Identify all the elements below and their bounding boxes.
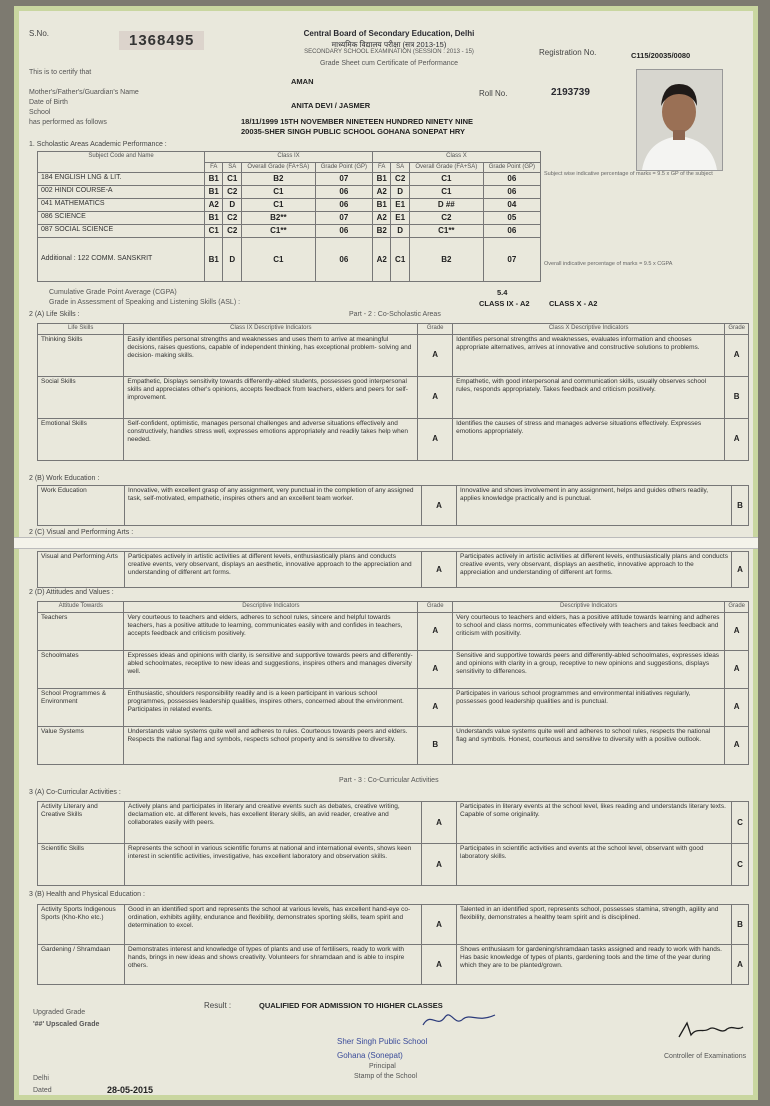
subject-cell (38, 238, 205, 282)
class9-grade: B1 (205, 238, 223, 282)
result-value: QUALIFIED FOR ADMISSION TO HIGHER CLASSES (259, 1001, 443, 1010)
controller-signature (675, 1019, 747, 1041)
roll-label: Roll No. (479, 89, 508, 98)
performed-label: has performed as follows (29, 119, 107, 126)
class9-grade: C1 (205, 225, 223, 238)
upgraded-grade-label: Upgraded Grade (33, 1009, 86, 1016)
indicator-row (38, 726, 749, 764)
col-area: Life Skills (38, 324, 124, 335)
school-name: 20035-SHER SINGH PUBLIC SCHOOL GOHANA SONEPAT HRY (241, 127, 466, 136)
indicator-row (38, 905, 749, 945)
class9-indicator: Demonstrates interest and knowledge of types of plants and use of fertilisers, ready to work with hands, brings in new ideas and shows creativity. Volunteers for shramdaan and is able to inspire others. (125, 945, 422, 985)
area-name: Thinking Skills (38, 334, 124, 376)
class9-grade: B2** (241, 212, 315, 225)
class10-grade: E1 (391, 199, 409, 212)
class9-indicator: Very courteous to teachers and elders, adheres to school rules, sincere and helpful towards teachers, has a positive attitude to learning, communicates easily with and confides in teachers, accepts feedback and criticism positively. (124, 612, 418, 650)
class9-grade: A (418, 650, 453, 688)
class10-indicator: Talented in an identified sport, represents school, possesses stamina, strength, agility and flexibility, demonstrates a healthy team spirit and is disciplined. (457, 905, 732, 945)
class9-grade: C1** (241, 225, 315, 238)
scholastic-note-2: Overall indicative percentage of marks = 9.5 x CGPA (544, 261, 673, 267)
class9-grade: 06 (315, 186, 372, 199)
exam-name: SECONDARY SCHOOL EXAMINATION (SESSION : 2013 - 15) (304, 49, 474, 55)
class10-grade: 06 (483, 225, 540, 238)
area-name: Emotional Skills (38, 418, 124, 460)
class10-grade: B1 (372, 199, 390, 212)
principal-signature (419, 1007, 499, 1031)
class9-grade: B1 (205, 186, 223, 199)
class10-grade: A (725, 334, 749, 376)
indicator-row (38, 650, 749, 688)
subject-row (38, 186, 541, 199)
health-table (37, 904, 749, 985)
class10-grade: A (725, 688, 749, 726)
sa-header: SA (223, 162, 241, 173)
class10-grade: C1 (409, 173, 483, 186)
subject-name: HINDI COURSE-A (54, 187, 113, 194)
class9-grade: C1 (241, 186, 315, 199)
class10-grade: 07 (483, 238, 540, 282)
attitudes-table (37, 601, 749, 765)
class10-indicator: Participates in scientific activities and events at the school level, observant with good laboratory skills. (457, 844, 732, 886)
class9-grade: D (223, 238, 241, 282)
class9-grade: 06 (315, 225, 372, 238)
additional-code: 122 (77, 255, 90, 263)
scholastic-note-1: Subject wise indicative percentage of marks = 9.5 x GP of the subject (544, 171, 713, 177)
student-photo-image (637, 70, 722, 170)
class10-indicator: Very courteous to teachers and elders, has a positive attitude towards learning and adheres to school and class norms, communicates effectively with teachers and takes feedback and criticism with positivity. (453, 612, 725, 650)
additional-name: COMM. SANSKRIT (91, 255, 153, 263)
work-education-table (37, 485, 749, 526)
overall-header: Overall Grade (FA+SA) (241, 162, 315, 173)
additional-subject-row (38, 238, 541, 282)
visual-arts-table (37, 551, 749, 588)
subject-row (38, 173, 541, 186)
class9-grade: A (418, 688, 453, 726)
class10-indicator: Sensitive and supportive towards peers and differently-abled schoolmates, expresses ideas and opinions with clarity in a group, receptive to new opinions and suggestions, displays sensitivity to differences. (453, 650, 725, 688)
class9-grade: C2 (223, 212, 241, 225)
life-skills-heading: 2 (A) Life Skills : (29, 311, 80, 318)
work-education-heading: 2 (B) Work Education : (29, 475, 100, 482)
class9-grade: D (223, 199, 241, 212)
cocurricular-table (37, 801, 749, 886)
col-grade: Grade (418, 324, 453, 335)
principal-sub-label: Stamp of the School (354, 1073, 418, 1080)
class9-grade: 07 (315, 173, 372, 186)
class10-grade: A2 (372, 186, 390, 199)
class10-grade: C1** (409, 225, 483, 238)
subject-cell (38, 225, 205, 238)
fa-header: FA (372, 162, 390, 173)
class10-grade: B (732, 905, 749, 945)
class9-grade: B2 (241, 173, 315, 186)
col-grade: Grade (418, 602, 453, 613)
school-label: School (29, 109, 51, 116)
class9-indicator: Self-confident, optimistic, manages personal challenges and adverse situations effectively and constructively, handles stress well, expresses emotions appropriately and readily takes help when needed. (124, 418, 418, 460)
work-x-grade: B (732, 486, 749, 526)
work-ix: Innovative, with excellent grasp of any assignment, very punctual in the completion of any assigned task, self-motivated, empathetic, inspires others and an excellent team worker. (125, 486, 422, 526)
col-grade: Grade (725, 602, 749, 613)
class9-grade: C1 (223, 173, 241, 186)
issue-date: 28-05-2015 (107, 1085, 154, 1095)
class9-grade: C2 (223, 186, 241, 199)
class9-indicator: Expresses ideas and opinions with clarity, is sensitive and supportive towards peers and differently-abled schoolmates, receptive to new ideas and suggestions, inspires others and manages diversity well. (124, 650, 418, 688)
dated-label: Dated (33, 1087, 52, 1094)
work-ix-grade: A (422, 486, 457, 526)
class10-grade: B2 (372, 225, 390, 238)
class10-grade: 06 (483, 173, 540, 186)
class9-indicator: Empathetic, Displays sensitivity towards differently-abled students, possesses good interpersonal skills and appreciates other's opinions, accepts feedback from teachers, elders and peers for self-improvement. (124, 376, 418, 418)
part2-title: Part - 2 : Co-Scholastic Areas (349, 311, 441, 318)
class9-grade: 07 (315, 212, 372, 225)
visual-arts-heading: 2 (C) Visual and Performing Arts : (29, 529, 134, 536)
scholastic-table (37, 151, 541, 282)
class10-grade: A2 (372, 238, 390, 282)
arts-ix: Participates actively in artistic activities at different levels, enthusiastically plans and conducts creative events, very observant, displays an aesthetic, innovative approach to the appreciation and understanding of different art forms. (125, 552, 422, 588)
indicator-row (38, 945, 749, 985)
indicator-row (38, 688, 749, 726)
class10-grade: C1 (409, 186, 483, 199)
class9-indicator: Enthusiastic, shoulders responsibility readily and is a keen participant in various school programmes, possesses leadership qualities, inspires others, concerned about the environment. Participates in related events. (124, 688, 418, 726)
board-name: Central Board of Secondary Education, Delhi (303, 29, 475, 38)
subject-name: ENGLISH LNG & LIT. (54, 174, 122, 181)
roll-number: 2193739 (551, 87, 590, 98)
class10-grade: A (725, 612, 749, 650)
class9-grade: A (422, 844, 457, 886)
indicator-row (38, 844, 749, 886)
class9-header: Class IX (205, 152, 373, 163)
paper-fold (14, 537, 758, 549)
arts-x-grade: A (732, 552, 749, 588)
class9-grade: C1 (241, 238, 315, 282)
col-x: Class X Descriptive Indicators (453, 324, 725, 335)
subject-row (38, 212, 541, 225)
class10-grade: A (725, 726, 749, 764)
class10-grade: 04 (483, 199, 540, 212)
attitudes-heading: 2 (D) Attitudes and Values : (29, 589, 114, 596)
life-skills-table (37, 323, 749, 461)
gp-header: Grade Point (GP) (483, 162, 540, 173)
subject-row (38, 199, 541, 212)
class10-grade: A (732, 945, 749, 985)
class9-indicator: Easily identifies personal strengths and weaknesses and uses them to arrive at meaningful decisions, raises questions, capable of independent thinking, has exceptional problem- solving and decision- making skills. (124, 334, 418, 376)
class10-grade: 06 (483, 186, 540, 199)
col-ix: Class IX Descriptive Indicators (124, 324, 418, 335)
class10-grade: A (725, 418, 749, 460)
class9-grade: A (422, 905, 457, 945)
arts-area: Visual and Performing Arts (38, 552, 125, 588)
controller-label: Controller of Examinations (664, 1053, 747, 1060)
class10-grade: E1 (391, 212, 409, 225)
class10-indicator: Identifies personal strengths and weaknesses, evaluates information and chooses appropriate alternatives, arrives at innovative and constructive solutions to problems. (453, 334, 725, 376)
certificate-title: Grade Sheet cum Certificate of Performance (319, 60, 459, 67)
indicator-row (38, 802, 749, 844)
class9-grade: A (418, 612, 453, 650)
area-name: Schoolmates (38, 650, 124, 688)
serial-label: S.No. (29, 29, 50, 38)
class10-indicator: Understands value systems quite well and adheres to school rules, respects the national flag and symbols. Honest, courteous and sensitive to diversity with a positive outlook. (453, 726, 725, 764)
class9-grade: C2 (223, 225, 241, 238)
area-name: Value Systems (38, 726, 124, 764)
gp-header: Grade Point (GP) (315, 162, 372, 173)
subject-cell (38, 173, 205, 186)
col-ix: Descriptive Indicators (124, 602, 418, 613)
subject-name: SCIENCE (54, 213, 86, 220)
class10-grade: 05 (483, 212, 540, 225)
class10-header: Class X (372, 152, 540, 163)
asl-class9: CLASS IX - A2 (479, 299, 530, 308)
class10-grade: C (732, 802, 749, 844)
subject-code: 086 (41, 213, 53, 220)
overall-header: Overall Grade (FA+SA) (409, 162, 483, 173)
sa-header: SA (391, 162, 409, 173)
class10-grade: A (725, 650, 749, 688)
class9-grade: B (418, 726, 453, 764)
asl-label: Grade in Assessment of Speaking and Listening Skills (ASL) : (49, 299, 241, 306)
class10-indicator: Participates in various school programmes and environmental initiatives regularly, possesses good leadership qualities and is punctual. (453, 688, 725, 726)
class10-indicator: Identifies the causes of stress and manages adverse situations effectively. Expresses emotions appropriately. (453, 418, 725, 460)
arts-x: Participates actively in artistic activities at different levels, enthusiastically plans and conducts creative events, very observant, displays an aesthetic, innovative approach to the appreciation and understanding of different art forms. (457, 552, 732, 588)
grade-sheet-document (14, 6, 758, 1100)
health-heading: 3 (B) Health and Physical Education : (29, 891, 145, 898)
area-name: Scientific Skills (38, 844, 125, 886)
class10-indicator: Empathetic, with good interpersonal and communication skills, usually observes school rules, responds appropriately. Takes feedback and criticism positively. (453, 376, 725, 418)
class9-grade: A2 (205, 199, 223, 212)
parents-name: ANITA DEVI / JASMER (291, 101, 371, 110)
arts-ix-grade: A (422, 552, 457, 588)
indicator-row (38, 612, 749, 650)
exam-name-hindi: माध्यमिक विद्यालय परीक्षा (सत्र 2013-15) (331, 40, 447, 49)
area-name: Social Skills (38, 376, 124, 418)
class9-grade: C1 (241, 199, 315, 212)
area-name: Gardening / Shramdaan (38, 945, 125, 985)
student-name: AMAN (291, 77, 314, 86)
additional-label: Additional : (41, 255, 76, 263)
school-stamp-line1: Sher Singh Public School (337, 1037, 428, 1046)
area-name: Activity Literary and Creative Skills (38, 802, 125, 844)
class10-grade: D ## (409, 199, 483, 212)
class10-indicator: Participates in literary events at the school level, likes reading and understands literary texts. Capable of some originality. (457, 802, 732, 844)
subject-code: 002 (41, 187, 53, 194)
student-photo (636, 69, 723, 171)
col-x: Descriptive Indicators (453, 602, 725, 613)
class10-grade: C2 (391, 173, 409, 186)
part1-heading: 1. Scholastic Areas Academic Performance : (29, 141, 167, 148)
serial-number: 1368495 (119, 31, 204, 50)
class9-grade: A (422, 945, 457, 985)
class10-grade: A2 (372, 212, 390, 225)
class10-grade: B (725, 376, 749, 418)
area-name: Activity Sports Indigenous Sports (Kho-Kho etc.) (38, 905, 125, 945)
cgpa-label: Cumulative Grade Point Average (CGPA) (49, 289, 177, 296)
subject-cell (38, 199, 205, 212)
subject-cell (38, 212, 205, 225)
subject-row (38, 225, 541, 238)
subject-code: 184 (41, 174, 53, 181)
class10-grade: D (391, 186, 409, 199)
class9-grade: A (422, 802, 457, 844)
class9-grade: B1 (205, 212, 223, 225)
indicator-row (38, 334, 749, 376)
class9-indicator: Represents the school in various scientific forums at national and international events, shows keen interest in scientific activities, investigative, has excellent laboratory and observation skills. (125, 844, 422, 886)
class9-grade: 06 (315, 238, 372, 282)
class9-grade: A (418, 418, 453, 460)
class10-grade: C2 (409, 212, 483, 225)
area-name: Teachers (38, 612, 124, 650)
upscaled-grade-note: '##' Upscaled Grade (33, 1021, 100, 1028)
registration-number: C115/20035/0080 (631, 51, 691, 60)
place-label: Delhi (33, 1075, 49, 1082)
certify-label: This is to certify that (29, 69, 92, 76)
subject-col-header: Subject Code and Name (38, 152, 205, 173)
indicator-row (38, 376, 749, 418)
subject-code: 041 (41, 200, 53, 207)
subject-cell (38, 186, 205, 199)
class9-grade: A (418, 376, 453, 418)
fa-header: FA (205, 162, 223, 173)
registration-label: Registration No. (539, 48, 597, 57)
date-of-birth: 18/11/1999 15TH NOVEMBER NINETEEN HUNDRED NINETY NINE (241, 117, 474, 126)
dob-label: Date of Birth (29, 99, 68, 106)
cocurricular-heading: 3 (A) Co-Curricular Activities : (29, 789, 121, 796)
work-x: Innovative and shows involvement in any assignment, helps and guides others readily, applies knowledge practically and is punctual. (457, 486, 732, 526)
subject-name: SOCIAL SCIENCE (54, 226, 114, 233)
class9-indicator: Good in an identified sport and represents the school at various levels, has excellent hand-eye co-ordination, exhibits agility, endurance and flexibility, demonstrates sporting skills, team spirit and determination to excel. (125, 905, 422, 945)
work-area: Work Education (38, 486, 125, 526)
class9-indicator: Actively plans and participates in literary and creative events such as debates, creative writing, declamation etc. at different levels, has excellent literary skills, an avid reader, creative and collaborates easily with peers. (125, 802, 422, 844)
class10-grade: D (391, 225, 409, 238)
col-grade: Grade (725, 324, 749, 335)
class9-indicator: Understands value systems quite well and adheres to rules. Courteous towards peers and elders. Respects the national flag and symbols, respects school property and is sensitive to diversity. (124, 726, 418, 764)
class9-grade: B1 (205, 173, 223, 186)
class10-grade: B2 (409, 238, 483, 282)
parents-label: Mother's/Father's/Guardian's Name (29, 89, 139, 96)
class10-grade: C1 (391, 238, 409, 282)
school-stamp-line2: Gohana (Sonepat) (337, 1051, 403, 1060)
part3-title: Part - 3 : Co-Curricular Activities (339, 777, 439, 784)
class10-grade: C (732, 844, 749, 886)
cgpa-value: 5.4 (497, 288, 508, 297)
asl-class10: CLASS X - A2 (549, 299, 598, 308)
col-area: Attitude Towards (38, 602, 124, 613)
indicator-row (38, 418, 749, 460)
subject-name: MATHEMATICS (54, 200, 105, 207)
class10-indicator: Shows enthusiasm for gardening/shramdaan tasks assigned and ready to work with hands. Has basic knowledge of types of plants, gardening tools and the time of the year during which they are to be planted/grown. (457, 945, 732, 985)
subject-code: 087 (41, 226, 53, 233)
result-label: Result : (204, 1001, 232, 1010)
class9-grade: A (418, 334, 453, 376)
area-name: School Programmes & Environment (38, 688, 124, 726)
principal-label: Principal (369, 1063, 396, 1070)
class10-grade: B1 (372, 173, 390, 186)
class9-grade: 06 (315, 199, 372, 212)
